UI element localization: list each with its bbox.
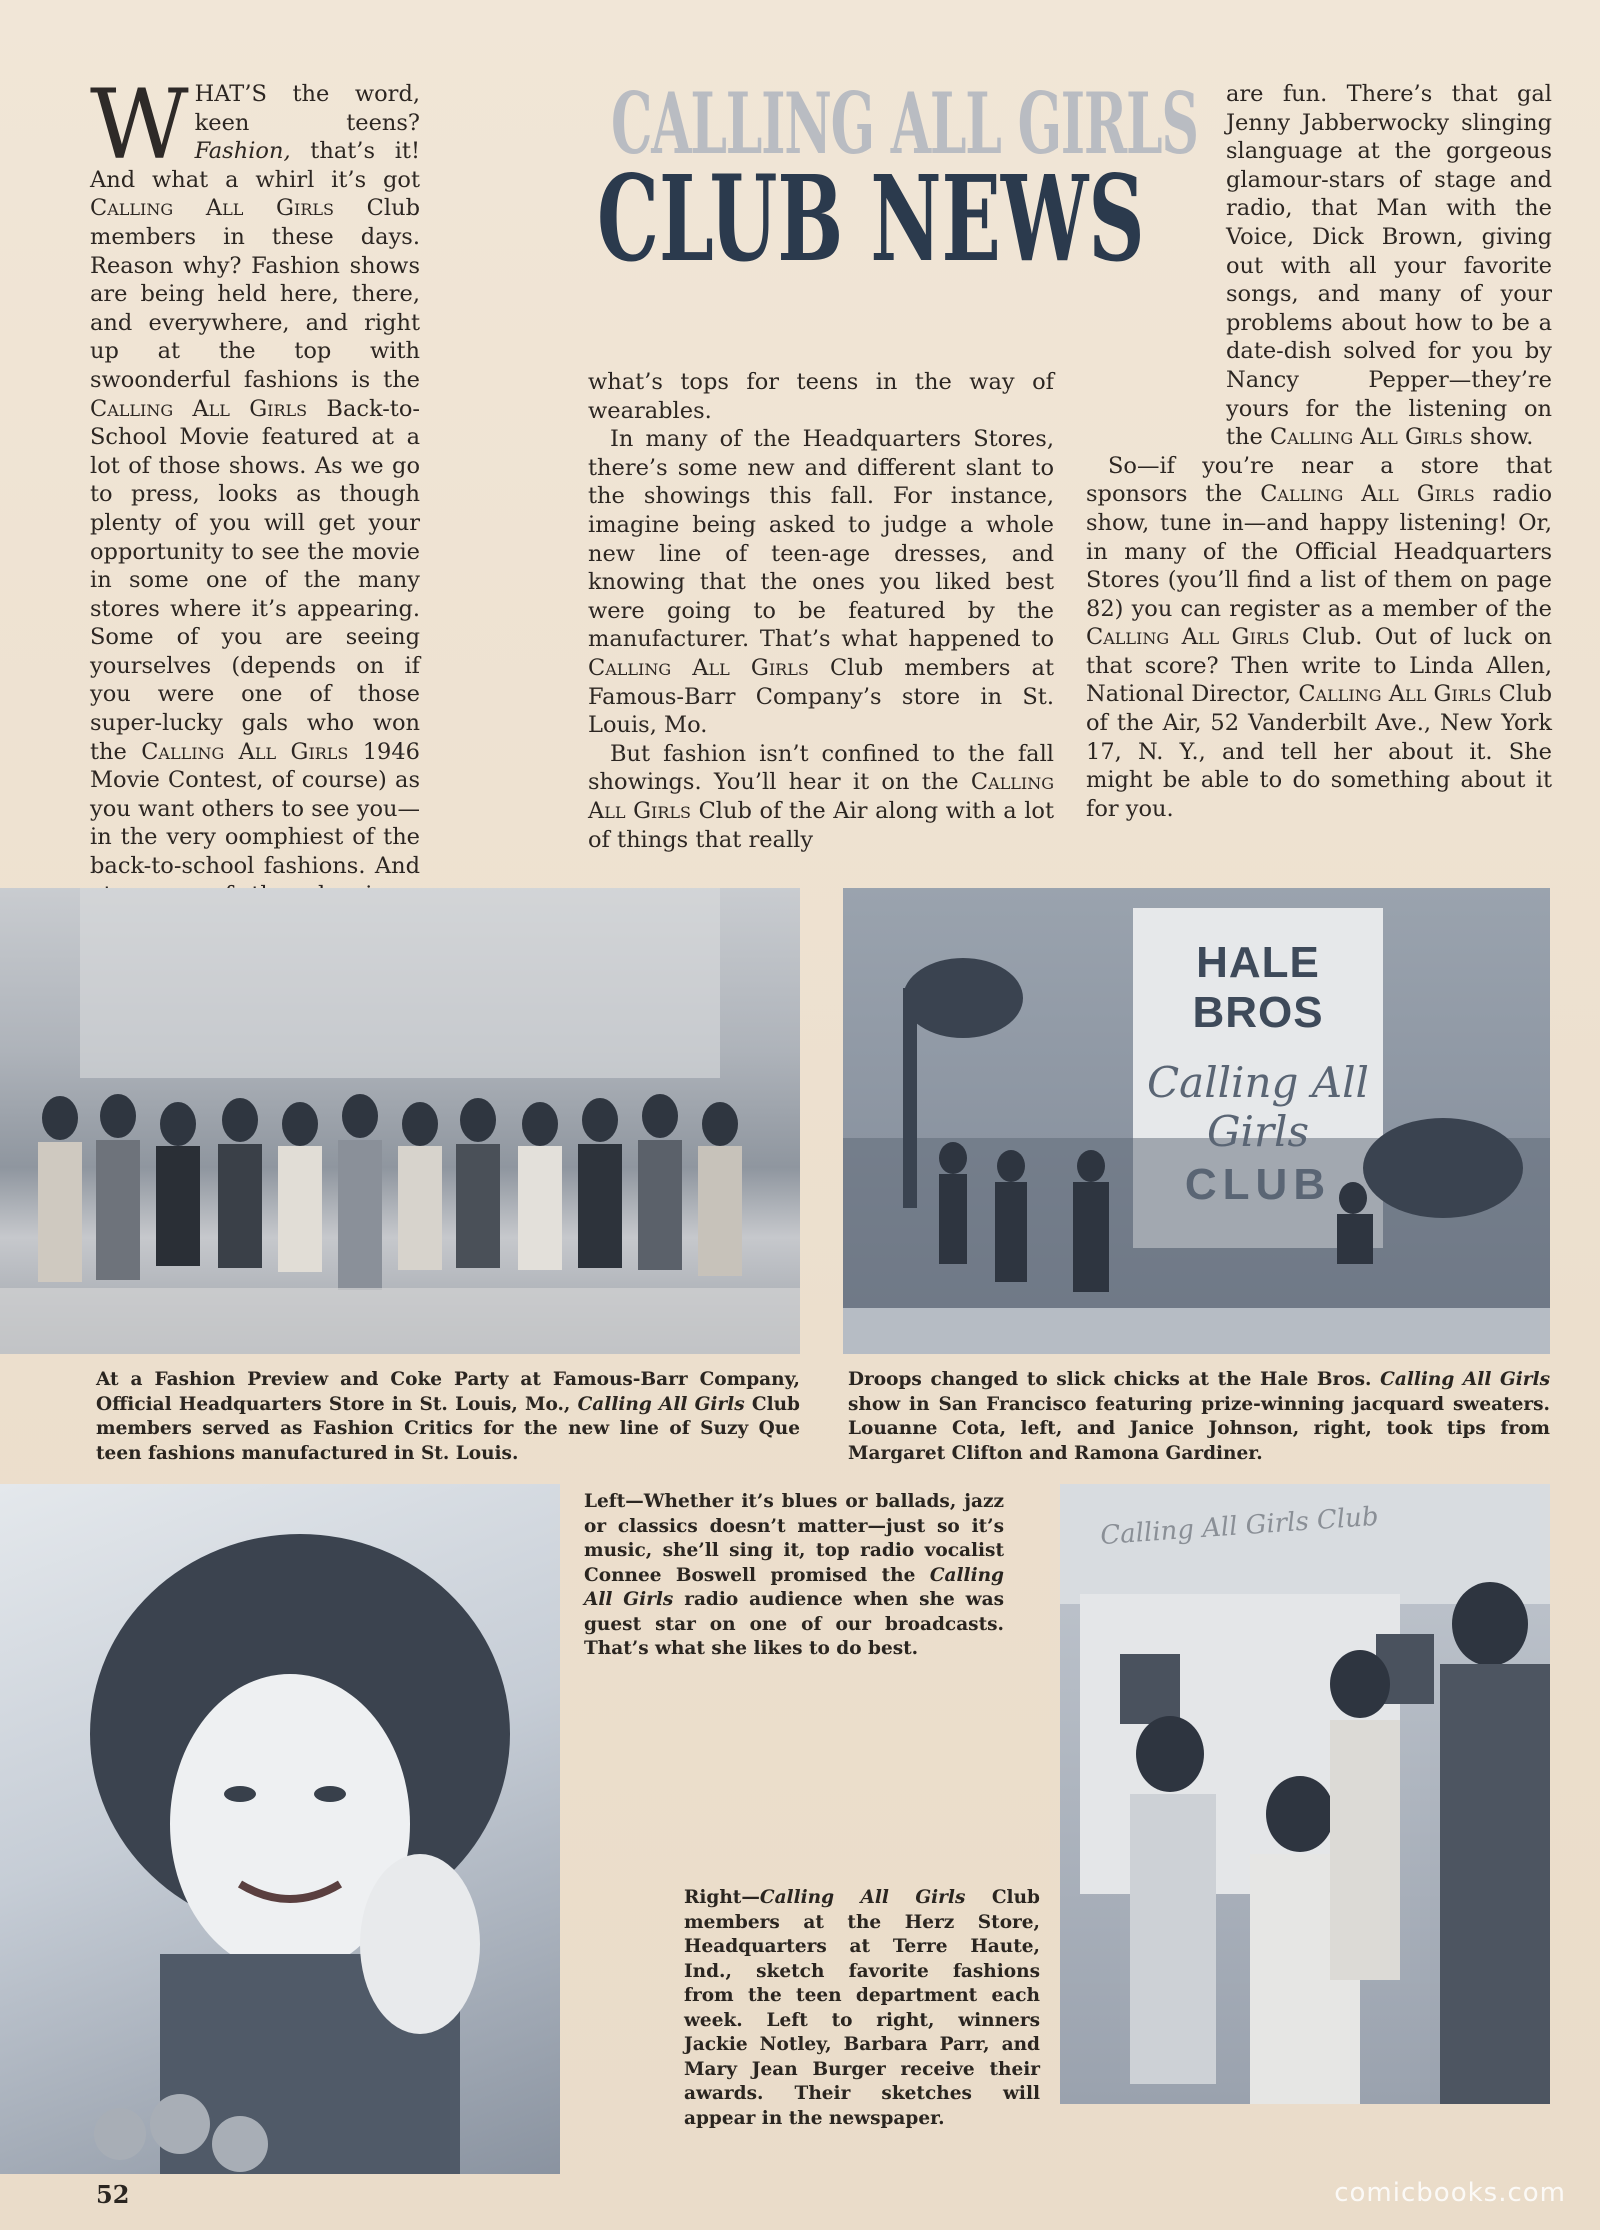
caption-fashion-preview: At a Fashion Preview and Coke Party at Famous-Barr Company, Official Headquarters Store in St. Louis, Mo., Calling All Girls Club members served as Fashion Critics for the new line of Suzy Que teen fashions manufactured in St. Louis. [96, 1369, 800, 1464]
title-line-calling-all-girls: CALLING ALL GIRLS [611, 74, 1198, 173]
sign-girls: Girls [1206, 1107, 1310, 1156]
title-line-club-news: CLUB NEWS [597, 149, 1145, 288]
photo-herz-store-members [1060, 1484, 1550, 2104]
herz-photo-art [1060, 1484, 1550, 2104]
portrait-art [0, 1484, 560, 2174]
sign-calling-all: Calling All [1147, 1058, 1369, 1107]
sign-club: CLUB [1184, 1160, 1332, 1209]
herz-sign: Calling All Girls Club [1099, 1501, 1380, 1552]
caption-hale-bros: Droops changed to slick chicks at the Hale Bros. Calling All Girls show in San Francisco featuring prize-winning jacquard sweaters. Louanne Cota, left, and Janice Johnson, right, took tips from Margaret Clifton and Ramona Gardiner. [848, 1369, 1550, 1464]
photo-hale-bros-stage [843, 888, 1550, 1354]
photo-connee-boswell-portrait [0, 1484, 560, 2174]
article-column-2 [588, 368, 1054, 854]
page-number: 52 [96, 2180, 130, 2209]
caption-connee-boswell: Left—Whether it’s blues or ballads, jazz or classics doesn’t matter—just so it’s music, she’ll sing it, top radio vocalist Connee Boswell promised the Calling All Girls radio audience when she was guest star on one of our broadcasts. That’s what she likes to do best. [584, 1491, 1004, 1659]
hale-bros-sign [1133, 938, 1383, 1210]
article-column-3 [1086, 80, 1552, 823]
photo-fashion-preview-group [0, 888, 800, 1354]
column-1-paragraph: WHAT’S the word, keen teens? Fashion, that’s it! And what a whirl it’s got Calling All Girls Club members in these days. Reason why? Fashion shows are being held here, there, and everywhere, and right up at the top with swoonderful fashions is the Calling All Girls Back-to-School Movie featured at a lot of those shows. As we go to press, looks as though plenty of you will get your opportunity to see the movie in some one of the many stores where it’s appearing. Some of you are seeing yourselves (depends on if you were one of those super-lucky gals who won the Calling All Girls 1946 Movie Contest, of course) as you want others to see you—in the very oomphiest of the back-to-school fashions. And [90, 69, 420, 880]
column-2-paragraph-2: In many of the Headquarters Stores, there’s some new and different slant to the showings this fall. For instance, imagine being asked to judge a whole new line of teen-age dresses, and knowing that the ones you liked best were going to be featured by the manufacturer. That’s what happened to Calling All Girls Club members at Famous-Barr Company’s store in St. Louis, Mo. [588, 426, 1054, 739]
drop-cap: W [90, 69, 189, 181]
column-3-paragraph-2: So—if you’re near a store that sponsors the Calling All Girls radio show, tune in—and happy listening! Or, in many of the Official Headquarters Stores (you’ll find a list of them on page 82) you can register as a member of the Calling All Girls Club. Out of luck on that score? Then write to Linda Allen, National Director, Calling All Girls Club of the Air, 52 Vanderbilt Ave., New York 17, N. Y., and tell her about it. She might be able to do something about it for you. [1086, 452, 1553, 822]
column-2-paragraph-1: what’s tops for teens in the way of wearables. [588, 369, 1054, 424]
column-2-paragraph-3: But fashion isn’t confined to the fall showings. You’ll hear it on the Calling All Girls Club of the Air along with a lot of things that really [588, 740, 1055, 853]
article-column-1 [90, 69, 586, 1024]
sign-hale-bros: HALE BROS [1192, 938, 1324, 1037]
watermark: comicbooks.com [1334, 2178, 1566, 2208]
group-photo-art [0, 888, 800, 1354]
column-3-paragraph-1: are fun. There’s that gal Jenny Jabberwocky slinging slanguage at the gorgeous glamour-stars of stage and radio, that Man with the Voice, Dick Brown, giving out with all your favorite songs, and many of your problems about how to be a date-dish solved for you by Nancy Pepper—they’re yours for the listening on the Calling All Girls show. [1226, 81, 1552, 451]
caption-herz-store: Right—Calling All Girls Club members at the Herz Store, Headquarters at Terre Haute, Ind., sketch favorite fashions from the teen department each week. Left to right, winners Jackie Notley, Barbara Parr, and Mary Jean Burger receive their awards. Their sketches will appear in the newspaper. [684, 1887, 1040, 2129]
